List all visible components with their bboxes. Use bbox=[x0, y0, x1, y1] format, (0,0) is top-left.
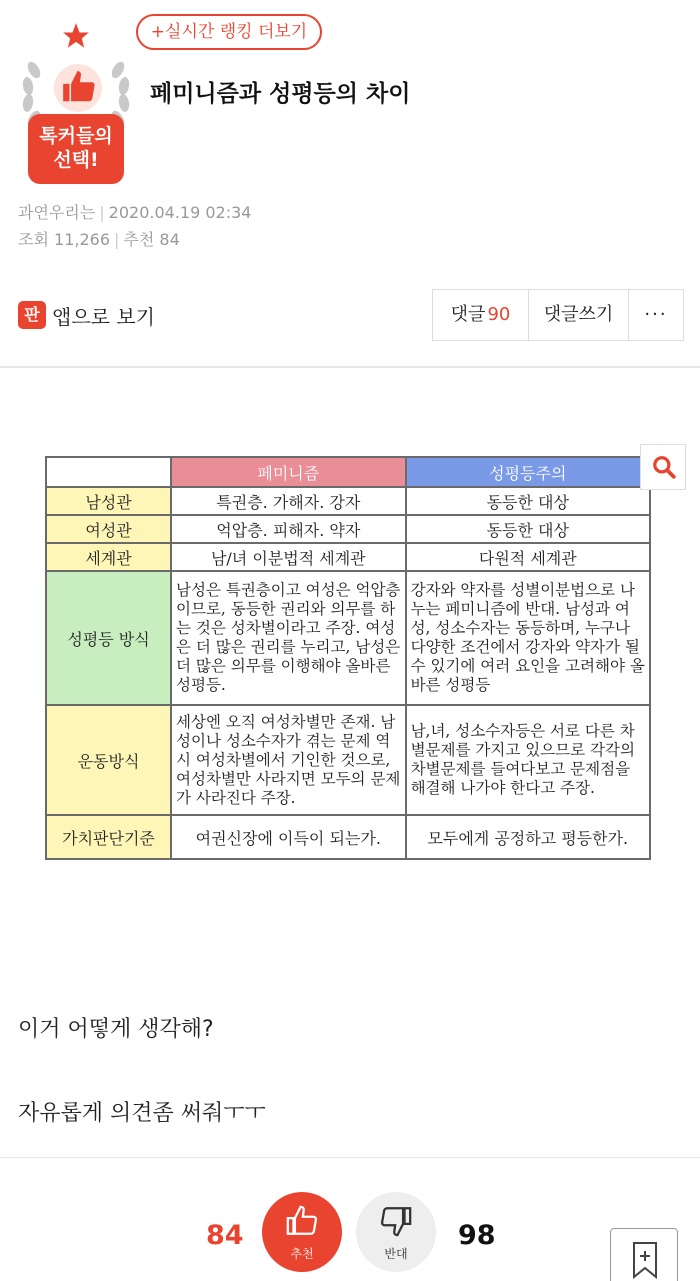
post-body-line: 이거 어떻게 생각해? bbox=[18, 1017, 214, 1042]
equality-cell: 동등한 대상 bbox=[406, 515, 650, 543]
open-in-app-label: 앱으로 보기 bbox=[52, 304, 155, 329]
comment-actions bbox=[432, 289, 684, 341]
equality-cell: 다원적 세계관 bbox=[406, 543, 650, 571]
best-pick-badge bbox=[16, 22, 136, 187]
realtime-ranking-button[interactable]: +실시간 랭킹 더보기 bbox=[136, 14, 322, 50]
table-row bbox=[46, 815, 650, 859]
bookmark-plus-icon bbox=[631, 1241, 659, 1281]
post-meta-author bbox=[18, 200, 251, 223]
post-datetime: 2020.04.19 02:34 bbox=[108, 203, 252, 222]
like-button[interactable] bbox=[262, 1192, 342, 1272]
feminism-cell: 억압층. 피해자. 약자 bbox=[171, 515, 406, 543]
feminism-column-header: 페미니즘 bbox=[171, 457, 406, 487]
table-row bbox=[46, 705, 650, 815]
post-title: 페미니즘과 성평등의 차이 bbox=[150, 81, 411, 107]
equality-cell: 강자와 약자를 성별이분법으로 나누는 페미니즘에 반대. 남성과 여성, 성소수자는 동등하며, 누구나 다양한 조건에서 강자와 약자가 될 수 있기에 여러 요인을 고려해야 올바른 성평등 bbox=[406, 571, 650, 705]
table-corner-cell bbox=[46, 457, 171, 487]
dislike-label: 반대 bbox=[384, 1247, 408, 1261]
comments-label: 댓글 bbox=[450, 304, 486, 325]
views-count: 11,266 bbox=[54, 230, 110, 249]
row-label: 남성관 bbox=[46, 487, 171, 515]
row-label: 성평등 방식 bbox=[46, 571, 171, 705]
divider bbox=[0, 1157, 700, 1158]
equality-cell: 동등한 대상 bbox=[406, 487, 650, 515]
feminism-cell: 여권신장에 이득이 되는가. bbox=[171, 815, 406, 859]
row-label: 여성관 bbox=[46, 515, 171, 543]
image-zoom-button[interactable] bbox=[640, 444, 686, 490]
equality-column-header: 성평등주의 bbox=[406, 457, 650, 487]
bookmark-button[interactable] bbox=[610, 1228, 678, 1281]
comments-count: 90 bbox=[487, 304, 511, 325]
meta-separator: | bbox=[99, 203, 105, 222]
divider bbox=[0, 366, 700, 368]
thumbs-up-icon bbox=[285, 1204, 319, 1238]
comments-button[interactable] bbox=[433, 290, 529, 340]
badge-line-1: 톡커들의 bbox=[39, 125, 113, 147]
table-row bbox=[46, 487, 650, 515]
thumbs-up-icon bbox=[60, 68, 98, 106]
dislike-button[interactable] bbox=[356, 1192, 436, 1272]
more-button[interactable]: ··· bbox=[644, 304, 668, 325]
search-icon bbox=[651, 454, 677, 480]
author-name[interactable]: 과연우리는 bbox=[18, 203, 96, 222]
badge-line-2: 선택! bbox=[53, 149, 99, 171]
post-body-line: 자유롭게 의견좀 써줘ㅜㅜ bbox=[18, 1101, 266, 1126]
feminism-cell: 특권층. 가해자. 강자 bbox=[171, 487, 406, 515]
row-label: 운동방식 bbox=[46, 705, 171, 815]
post-meta-stats bbox=[18, 227, 180, 250]
meta-separator: | bbox=[114, 230, 120, 249]
recommend-count: 84 bbox=[159, 230, 180, 249]
star-icon bbox=[62, 22, 90, 50]
views-label: 조회 bbox=[18, 230, 49, 249]
table-row bbox=[46, 543, 650, 571]
feminism-cell: 남성은 특권층이고 여성은 억압층이므로, 동등한 권리와 의무를 하는 것은 성차별이라고 주장. 여성은 더 많은 권리를 누리고, 남성은 더 많은 의무를 이행해야 올바른 성평등. bbox=[171, 571, 406, 705]
feminism-cell: 남/녀 이분법적 세계관 bbox=[171, 543, 406, 571]
thumbs-down-icon bbox=[379, 1204, 413, 1238]
recommend-label: 추천 bbox=[123, 230, 155, 249]
open-in-app-link[interactable] bbox=[18, 298, 155, 332]
pann-logo-icon: 판 bbox=[18, 301, 46, 329]
table-row bbox=[46, 515, 650, 543]
feminism-cell: 세상엔 오직 여성차별만 존재. 남성이나 성소수자가 겪는 문제 역시 여성차별에서 기인한 것으로, 여성차별만 사라지면 모두의 문제가 사라진다 주장. bbox=[171, 705, 406, 815]
equality-cell: 남,녀, 성소수자등은 서로 다른 차별문제를 가지고 있으므로 각각의 차별문제를 들여다보고 문제점을 해결해 나가야 한다고 주장. bbox=[406, 705, 650, 815]
table-row bbox=[46, 571, 650, 705]
like-label: 추천 bbox=[290, 1247, 314, 1261]
best-pick-label bbox=[28, 114, 124, 184]
table-header-row bbox=[46, 457, 650, 487]
like-count: 84 bbox=[206, 1220, 244, 1251]
equality-cell: 모두에게 공정하고 평등한가. bbox=[406, 815, 650, 859]
dislike-count: 98 bbox=[458, 1220, 496, 1251]
row-label: 세계관 bbox=[46, 543, 171, 571]
comparison-table-image bbox=[45, 456, 651, 860]
row-label: 가치판단기준 bbox=[46, 815, 171, 859]
write-comment-button[interactable]: 댓글쓰기 bbox=[529, 290, 629, 340]
